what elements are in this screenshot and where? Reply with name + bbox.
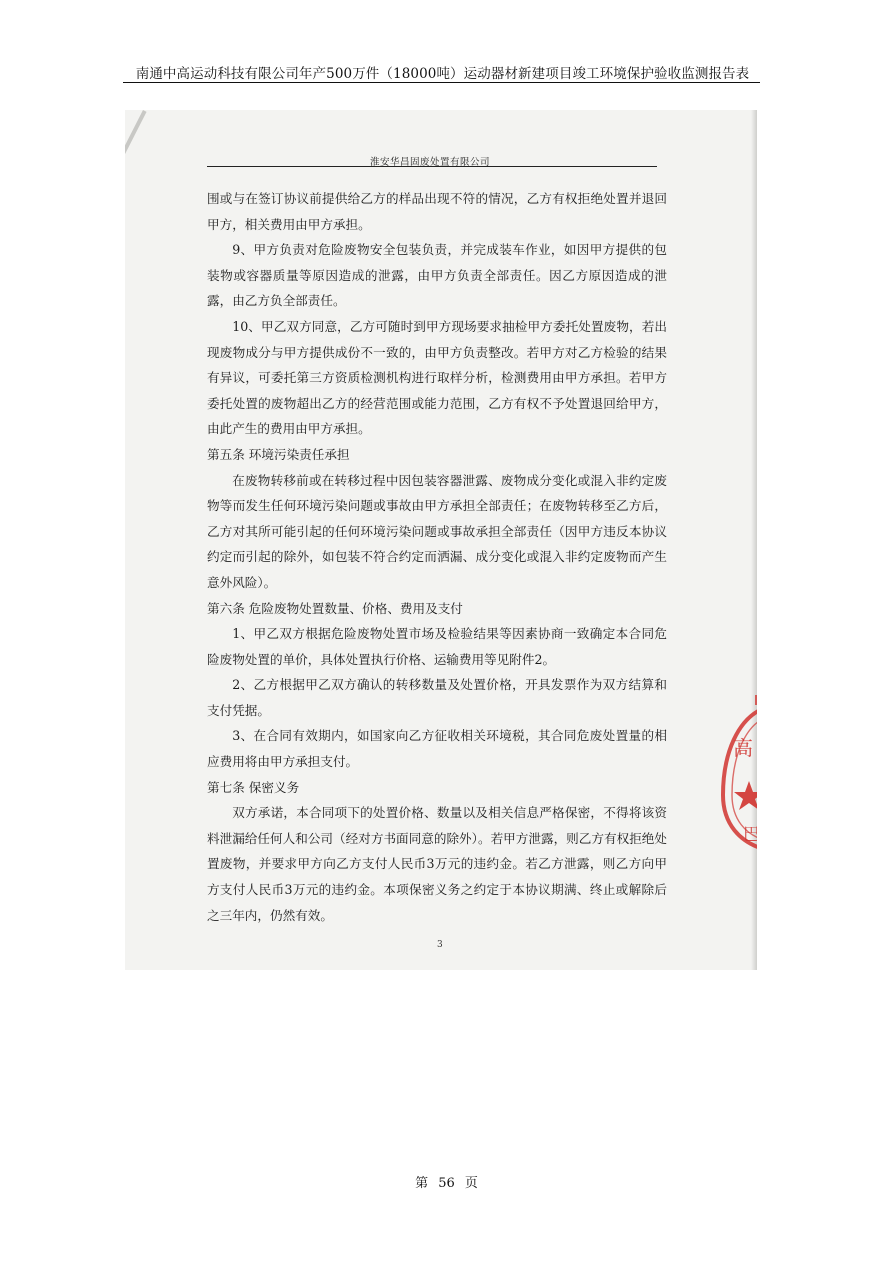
letterhead-rule [207, 166, 657, 167]
seal-char-2: 巴 [743, 825, 760, 845]
contract-paragraph: 10、甲乙双方同意，乙方可随时到甲方现场要求抽检甲方委托处置废物，若出现废物成分与甲方提供成份不一致的，由甲方负责整改。若甲方对乙方检验的结果有异议，可委托第三方资质检测机构进行取样分析，检测费用由甲方承担。若甲方委托处置的废物超出乙方的经营范围或能力范围，乙方有权不予处置退回给甲方，由此产生的费用由甲方承担。 [207, 318, 667, 437]
red-seal-fragment [719, 695, 760, 855]
section-heading: 第五条 环境污染责任承担 [207, 446, 350, 462]
scanned-page [125, 110, 760, 970]
section-heading: 第六条 危险废物处置数量、价格、费用及支付 [207, 600, 463, 616]
contract-paragraph: 2、乙方根据甲乙双方确认的转移数量及处置价格，开具发票作为双方结算和支付凭据。 [207, 677, 667, 718]
contract-paragraph: 3、在合同有效期内，如国家向乙方征收相关环境税，其合同危废处置量的相应费用将由甲方承担支付。 [207, 728, 667, 770]
contract-paragraph: 1、甲乙双方根据危险废物处置市场及检验结果等因素协商一致确定本合同危险废物处置的单价，具体处置执行价格、运输费用等见附件2。 [207, 626, 667, 667]
contract-paragraph: 9、甲方负责对危险废物安全包装负责，并完成装车作业，如因甲方提供的包装物或容器质量等原因造成的泄露，由甲方负责全部责任。因乙方原因造成的泄露，由乙方负全部责任。 [207, 242, 667, 309]
scan-page-number: 3 [437, 940, 443, 950]
contract-paragraph: 在废物转移前或在转移过程中因包装容器泄露、废物成分变化或混入非约定废物等而发生任何环境污染问题或事故由甲方承担全部责任；在废物转移至乙方后，乙方对其所可能引起的任何环境污染问题或事故承担全部责任（因甲方违反本协议约定而引起的除外，如包装不符合约定而洒漏、成分变化或混入非约定废物而产生意外风险）。 [207, 472, 667, 590]
contract-paragraph: 围或与在签订协议前提供给乙方的样品出现不符的情况，乙方有权拒绝处置并退回甲方，相关费用由甲方承担。 [207, 191, 667, 232]
section-heading: 第七条 保密义务 [207, 779, 300, 795]
letterhead: 淮安华昌固废处置有限公司 [370, 157, 491, 168]
page-footer: 第 56 页 [415, 1176, 478, 1191]
seal-char-1: 高 [733, 736, 753, 760]
header-rule [123, 82, 760, 83]
contract-paragraph: 双方承诺，本合同项下的处置价格、数量以及相关信息严格保密，不得将该资料泄漏给任何人和公司（经对方书面同意的除外）。若甲方泄露，则乙方有权拒绝处置废物，并要求甲方向乙方支付人民币3万元的违约金。若乙方泄露，则乙方向甲方支付人民币3万元的违约金。本项保密义务之约定于本协议期满、终止或解除后之三年内，仍然有效。 [207, 805, 667, 923]
scan-crease [125, 110, 147, 228]
contract-text [207, 186, 667, 928]
report-header: 南通中高运动科技有限公司年产500万件（18000吨）运动器材新建项目竣工环境保护验收监测报告表 [135, 66, 750, 82]
